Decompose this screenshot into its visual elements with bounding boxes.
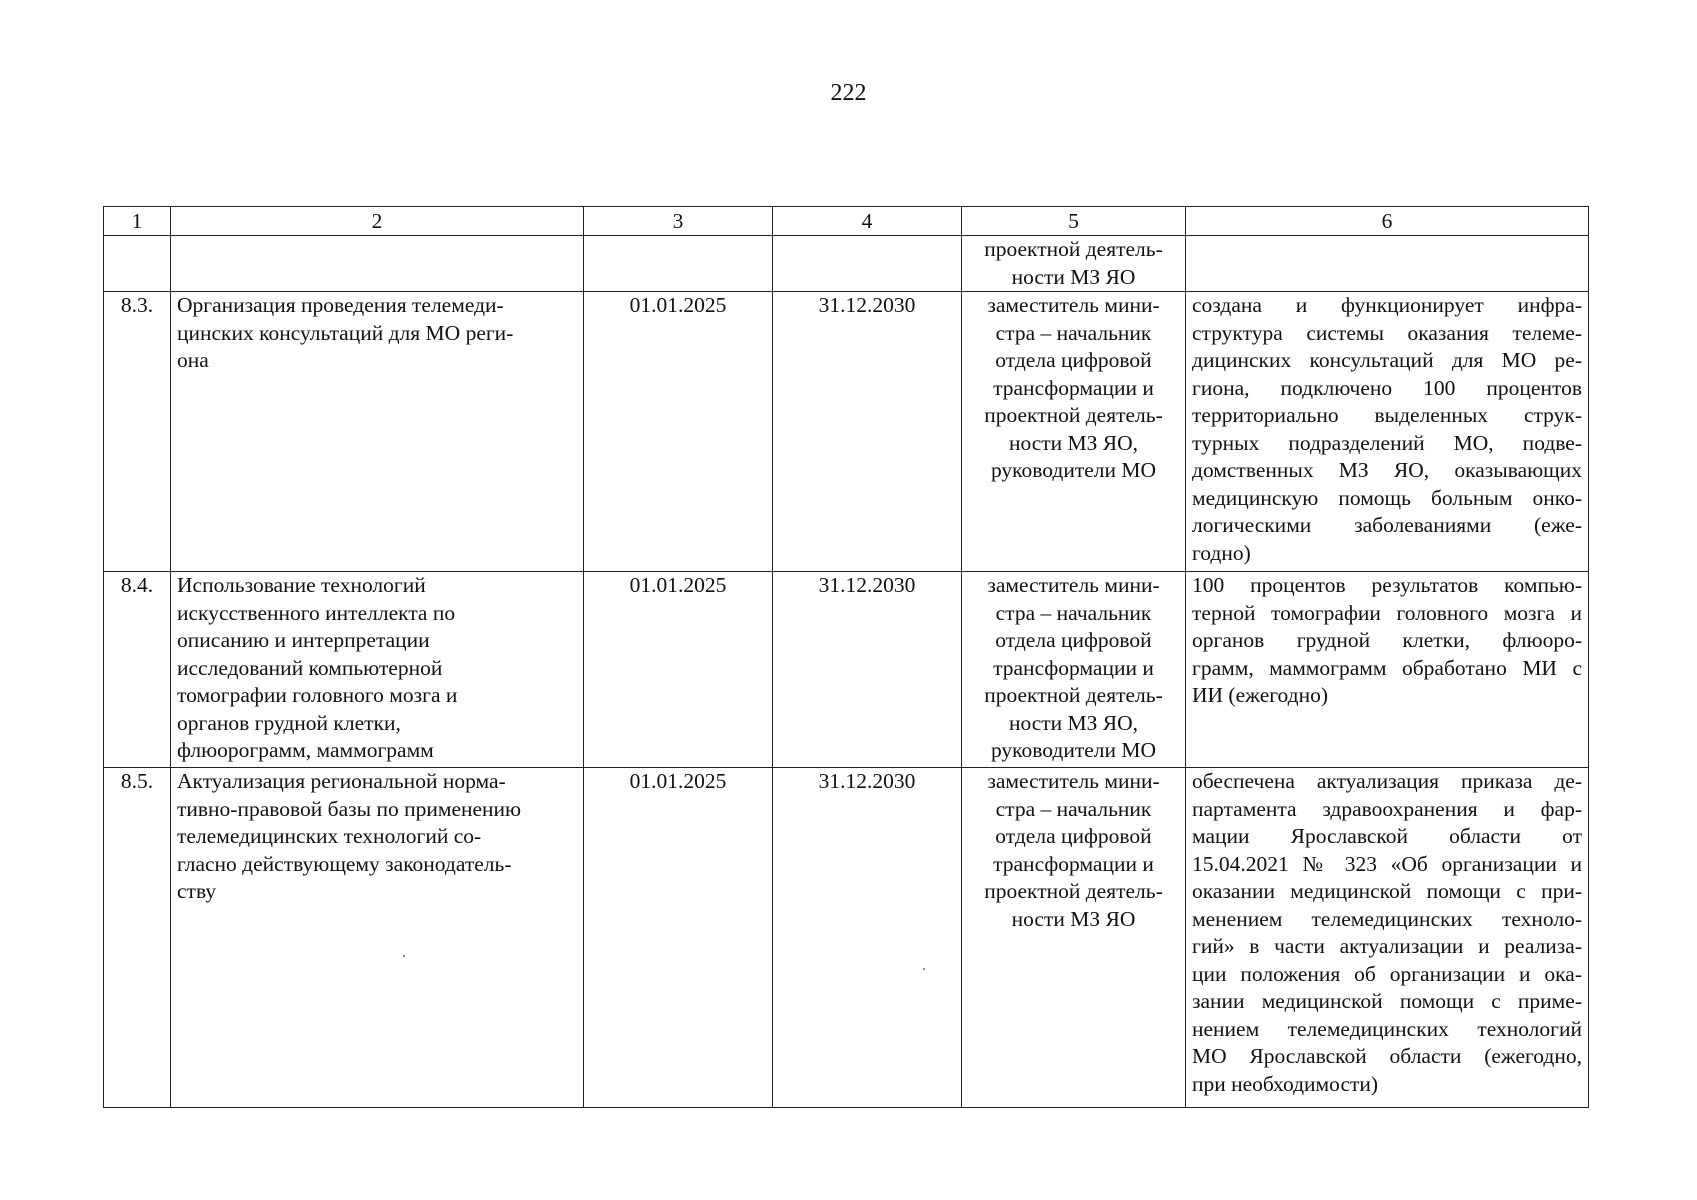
activity-name-line: томографии головного мозга и	[177, 683, 458, 707]
scan-speck	[923, 968, 925, 970]
activity-name-line: она	[177, 348, 209, 372]
header-col-1: 1	[104, 207, 171, 236]
header-col-2: 2	[171, 207, 584, 236]
table-row	[104, 768, 1589, 1108]
continuation-col-4	[773, 236, 962, 292]
result-line: структура системы оказания телеме-	[1192, 320, 1582, 345]
start-date	[584, 292, 773, 572]
responsible	[962, 768, 1186, 1108]
responsible-line: ности МЗ ЯО,	[1008, 710, 1139, 735]
responsible-line: проектной деятель-	[984, 683, 1163, 707]
activity-name-line: ству	[177, 879, 217, 903]
activity-name-line: тивно-правовой базы по применению	[177, 796, 522, 821]
result-line: ции положения об организации и ока-	[1192, 961, 1582, 986]
row-number-text: 8.3.	[120, 293, 154, 317]
result-line: менением телемедицинских техноло-	[1192, 906, 1582, 931]
continuation-responsible-line: ности МЗ ЯО	[1011, 264, 1136, 289]
end-date-text: 31.12.2030	[818, 769, 916, 793]
end-date-text: 31.12.2030	[818, 573, 916, 597]
continuation-col-2	[171, 236, 584, 292]
activity-name-line: органов грудной клетки,	[177, 710, 401, 735]
result	[1186, 292, 1589, 572]
activity-name	[171, 292, 584, 572]
row-number	[104, 572, 171, 768]
result-line: мации Ярославской области от	[1192, 824, 1582, 848]
continuation-col-6	[1186, 236, 1589, 292]
responsible-line: заместитель мини-	[987, 769, 1160, 793]
header-col-3: 3	[584, 207, 773, 236]
table-row	[104, 292, 1589, 572]
header-row	[104, 207, 1589, 236]
responsible-line: заместитель мини-	[987, 573, 1160, 597]
page-number: 222	[830, 80, 867, 106]
activity-name	[171, 768, 584, 1108]
result-line: нением телемедицинских технологий	[1192, 1016, 1582, 1041]
result-line: 15.04.2021 № 323 «Об организации и	[1192, 851, 1582, 876]
activity-name-line: Актуализация региональной норма-	[177, 769, 506, 793]
activity-name-line: описанию и интерпретации	[177, 628, 430, 652]
continuation-responsible	[962, 236, 1186, 292]
header-col-4: 4	[773, 207, 962, 236]
activity-name-line: искусственного интеллекта по	[177, 600, 456, 625]
header-col-6: 6	[1186, 207, 1589, 236]
result-line: турных подразделений МО, подве-	[1192, 430, 1582, 455]
continuation-responsible-line: проектной деятель-	[984, 237, 1163, 261]
continuation-col-3	[584, 236, 773, 292]
responsible-line: ности МЗ ЯО,	[1008, 430, 1139, 455]
responsible	[962, 572, 1186, 768]
responsible-line: стра – начальник	[995, 320, 1152, 345]
row-number	[104, 292, 171, 572]
result-line: логическими заболеваниями (еже-	[1192, 513, 1582, 537]
end-date-text: 31.12.2030	[818, 293, 916, 317]
continuation-col-1	[104, 236, 171, 292]
result-line: органов грудной клетки, флюоро-	[1192, 628, 1582, 652]
continuation-row	[104, 236, 1589, 292]
result-line: дицинских консультаций для МО ре-	[1192, 348, 1582, 372]
start-date-text: 01.01.2025	[629, 573, 727, 597]
result-line: годно)	[1192, 540, 1251, 565]
result	[1186, 768, 1589, 1108]
responsible-line: отдела цифровой	[995, 348, 1152, 372]
activity-name-line: флюорограмм, маммограмм	[177, 738, 434, 762]
result	[1186, 572, 1589, 768]
result-line: 100 процентов результатов компью-	[1192, 573, 1582, 597]
row-number-text: 8.4.	[120, 573, 154, 597]
responsible-line: трансформации и	[993, 851, 1154, 876]
result-line: создана и функционирует инфра-	[1192, 293, 1582, 317]
responsible-line: стра – начальник	[995, 796, 1152, 821]
responsible	[962, 292, 1186, 572]
responsible-line: руководители МО	[990, 738, 1157, 762]
table-row	[104, 572, 1589, 768]
responsible-line: отдела цифровой	[995, 824, 1152, 848]
result-line: медицинскую помощь больным онко-	[1192, 485, 1582, 510]
activity-name	[171, 572, 584, 768]
plan-table	[103, 206, 1589, 1108]
row-number-text: 8.5.	[120, 769, 154, 793]
result-line: терной томографии головного мозга и	[1192, 600, 1582, 625]
end-date	[773, 292, 962, 572]
start-date	[584, 768, 773, 1108]
result-line: территориально выделенных струк-	[1192, 403, 1582, 427]
activity-name-line: исследований компьютерной	[177, 655, 443, 680]
result-line: МО Ярославской области (ежегодно,	[1192, 1044, 1582, 1068]
responsible-line: проектной деятель-	[984, 879, 1163, 903]
result-line: ИИ (ежегодно)	[1192, 683, 1329, 707]
row-number	[104, 768, 171, 1108]
result-line: зании медицинской помощи с приме-	[1192, 989, 1582, 1013]
result-line: оказании медицинской помощи с при-	[1192, 879, 1582, 903]
responsible-line: заместитель мини-	[987, 293, 1160, 317]
activity-name-line: Использование технологий	[177, 573, 426, 597]
result-line: обеспечена актуализация приказа де-	[1192, 769, 1582, 793]
header-col-5: 5	[962, 207, 1186, 236]
activity-name-line: гласно действующему законодатель-	[177, 851, 512, 876]
result-line: гиона, подключено 100 процентов	[1192, 375, 1582, 400]
responsible-line: руководители МО	[990, 458, 1157, 482]
responsible-line: отдела цифровой	[995, 628, 1152, 652]
end-date	[773, 768, 962, 1108]
responsible-line: ности МЗ ЯО	[1011, 906, 1136, 931]
responsible-line: стра – начальник	[995, 600, 1152, 625]
end-date	[773, 572, 962, 768]
result-line: партамента здравоохранения и фар-	[1192, 796, 1582, 821]
start-date-text: 01.01.2025	[629, 769, 727, 793]
responsible-line: проектной деятель-	[984, 403, 1163, 427]
activity-name-line: цинских консультаций для МО реги-	[177, 320, 514, 345]
activity-name-line: Организация проведения телемеди-	[177, 293, 504, 317]
result-line: гий» в части актуализации и реализа-	[1192, 934, 1582, 958]
start-date-text: 01.01.2025	[629, 293, 727, 317]
activity-name-line: телемедицинских технологий со-	[177, 824, 482, 848]
result-line: домственных МЗ ЯО, оказывающих	[1192, 458, 1582, 482]
start-date	[584, 572, 773, 768]
responsible-line: трансформации и	[993, 655, 1154, 680]
responsible-line: трансформации и	[993, 375, 1154, 400]
scan-speck	[403, 955, 405, 957]
result-line: грамм, маммограмм обработано МИ с	[1192, 655, 1582, 680]
result-line: при необходимости)	[1192, 1071, 1379, 1096]
